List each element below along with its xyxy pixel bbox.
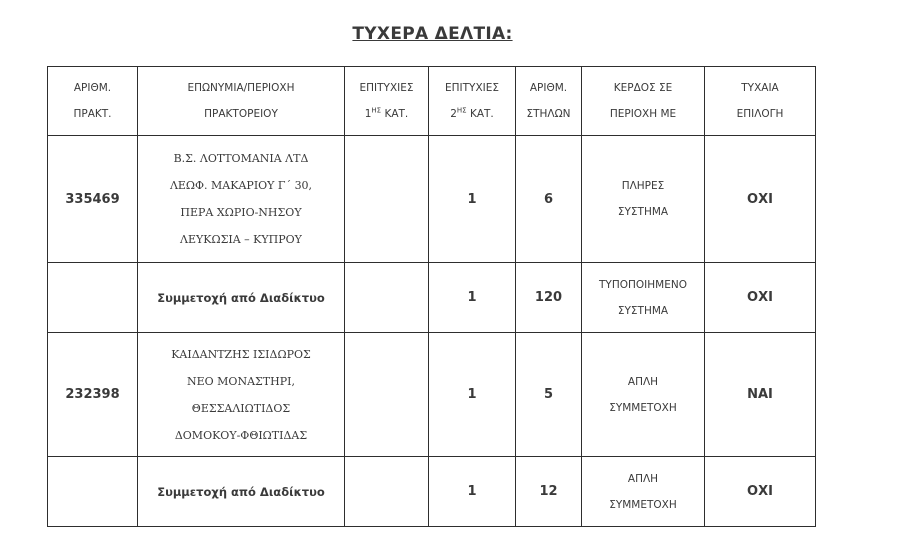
random-pick-cell: ΟΧΙ — [705, 457, 816, 527]
random-pick-cell: ΟΧΙ — [705, 263, 816, 333]
random-pick-cell: ΝΑΙ — [705, 333, 816, 457]
agency-no-cell: 335469 — [48, 136, 138, 263]
wins-2nd-cell: 1 — [429, 263, 516, 333]
header-wins-2nd: ΕΠΙΤΥΧΙΕΣ $2^{H\Sigma}$ ΚΑΤ. — [429, 67, 516, 136]
agency-name-cell: ΚΑΙΔΑΝΤΖΗΣ ΙΣΙΔΩΡΟΣ ΝΕΟ ΜΟΝΑΣΤΗΡΙ, ΘΕΣΣΑΛΙΩΤΙΔΟΣ ΔΟΜΟΚΟΥ-ΦΘΙΩΤΙΔΑΣ — [138, 333, 345, 457]
columns-cell: 12 — [516, 457, 582, 527]
header-wins-1st: ΕΠΙΤΥΧΙΕΣ $1^{H\Sigma}$ ΚΑΤ. — [345, 67, 429, 136]
wins-1st-cell — [345, 333, 429, 457]
wins-1st-cell — [345, 136, 429, 263]
wins-1st-cell — [345, 457, 429, 527]
agency-no-cell: 232398 — [48, 333, 138, 457]
win-type-cell: ΑΠΛΗ ΣΥΜΜΕΤΟΧΗ — [582, 457, 705, 527]
win-type-cell: ΤΥΠΟΠΟΙΗΜΕΝΟ ΣΥΣΤΗΜΑ — [582, 263, 705, 333]
table-header-row — [48, 67, 816, 136]
columns-cell: 5 — [516, 333, 582, 457]
agency-name-cell: Συμμετοχή από Διαδίκτυο — [138, 457, 345, 527]
table-row — [48, 457, 816, 527]
win-type-cell: ΑΠΛΗ ΣΥΜΜΕΤΟΧΗ — [582, 333, 705, 457]
header-win-type: ΚΕΡΔΟΣ ΣΕ ΠΕΡΙΟΧΗ ΜΕ — [582, 67, 705, 136]
agency-name-cell: Β.Σ. ΛΟΤΤΟΜΑΝΙΑ ΛΤΔ ΛΕΩΦ. ΜΑΚΑΡΙΟΥ Γ΄ 30, ΠΕΡΑ ΧΩΡΙΟ-ΝΗΣΟΥ ΛΕΥΚΩΣΙΑ – ΚΥΠΡΟΥ — [138, 136, 345, 263]
win-type-cell: ΠΛΗΡΕΣ ΣΥΣΤΗΜΑ — [582, 136, 705, 263]
wins-2nd-cell: 1 — [429, 136, 516, 263]
agency-no-cell — [48, 263, 138, 333]
table-row — [48, 136, 816, 263]
header-agency-no: ΑΡΙΘΜ. ΠΡΑΚΤ. — [48, 67, 138, 136]
header-columns: ΑΡΙΘΜ. ΣΤΗΛΩΝ — [516, 67, 582, 136]
table-row — [48, 333, 816, 457]
header-agency-name: ΕΠΩΝΥΜΙΑ/ΠΕΡΙΟΧΗ ΠΡΑΚΤΟΡΕΙΟΥ — [138, 67, 345, 136]
page-title: ΤΥΧΕΡΑ ΔΕΛΤΙΑ: — [352, 24, 513, 44]
columns-cell: 120 — [516, 263, 582, 333]
wins-2nd-cell: 1 — [429, 333, 516, 457]
random-pick-cell: ΟΧΙ — [705, 136, 816, 263]
winning-tickets-table — [47, 66, 816, 527]
wins-1st-cell — [345, 263, 429, 333]
agency-no-cell — [48, 457, 138, 527]
table-row — [48, 263, 816, 333]
wins-2nd-cell: 1 — [429, 457, 516, 527]
columns-cell: 6 — [516, 136, 582, 263]
agency-name-cell: Συμμετοχή από Διαδίκτυο — [138, 263, 345, 333]
header-random-pick: ΤΥΧΑΙΑ ΕΠΙΛΟΓΗ — [705, 67, 816, 136]
